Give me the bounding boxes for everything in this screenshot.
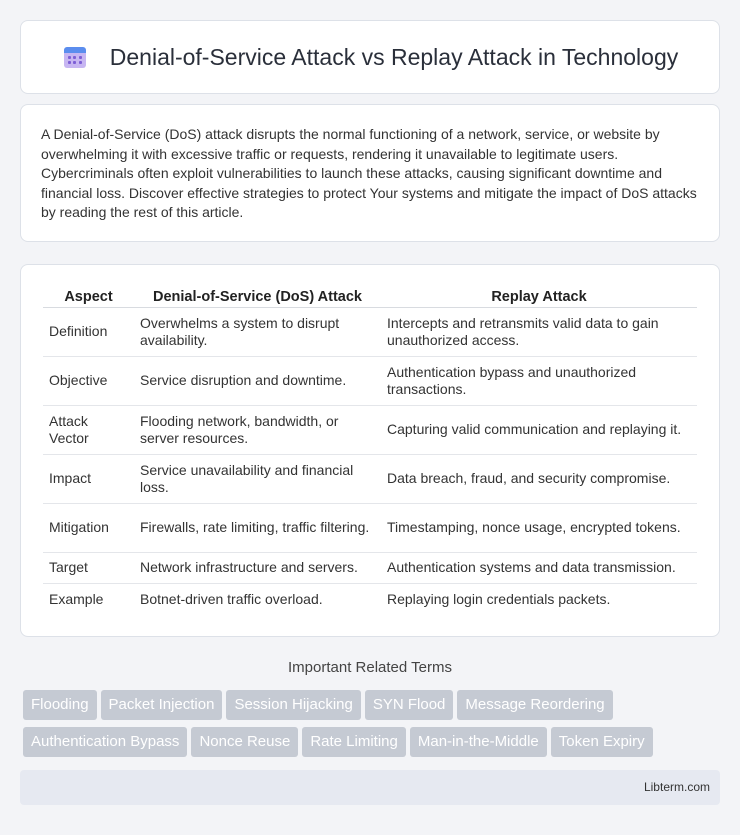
related-terms-title: Important Related Terms (288, 659, 452, 676)
cell-aspect: Definition (43, 308, 134, 357)
tag-syn-flood[interactable]: SYN Flood (365, 690, 454, 720)
tag-flooding[interactable]: Flooding (23, 690, 97, 720)
comparison-card (20, 264, 720, 637)
cell-replay: Intercepts and retransmits valid data to gain unauthorized access. (381, 308, 697, 357)
header-replay: Replay Attack (381, 285, 697, 308)
cell-dos: Flooding network, bandwidth, or server resources. (134, 406, 381, 455)
footer (20, 770, 720, 805)
cell-replay: Timestamping, nonce usage, encrypted tokens. (381, 504, 697, 553)
table-row (43, 584, 697, 615)
cell-aspect: Target (43, 553, 134, 584)
tag-authentication-bypass[interactable]: Authentication Bypass (23, 727, 187, 757)
table-row (43, 308, 697, 357)
footer-site-link[interactable]: Libterm.com (643, 780, 710, 794)
table-row (43, 553, 697, 584)
header (62, 44, 678, 71)
tag-man-in-the-middle[interactable]: Man-in-the-Middle (410, 727, 547, 757)
tag-packet-injection[interactable]: Packet Injection (101, 690, 223, 720)
cell-dos: Service unavailability and financial loss. (134, 455, 381, 504)
intro-paragraph: A Denial-of-Service (DoS) attack disrupts the normal functioning of a network, service, or website by overwhelming it with excessive traffic or requests, rendering it unavailable to legitimate users. Cybercriminals often exploit vulnerabilities to launch these attacks, causing significant downtime and financial loss. Discover effective strategies to protect Your systems and mitigate the impact of DoS attacks by reading the rest of this article. (41, 126, 697, 221)
cell-replay: Replaying login credentials packets. (387, 590, 611, 607)
cell-replay: Capturing valid communication and replaying it. (381, 406, 697, 455)
table-header-row (43, 285, 697, 308)
cell-replay: Data breach, fraud, and security compromise. (381, 455, 697, 504)
tag-token-expiry[interactable]: Token Expiry (551, 727, 653, 757)
page-title: Denial-of-Service Attack vs Replay Attack in Technology (109, 43, 679, 70)
cell-aspect: Mitigation (43, 504, 134, 553)
related-terms-list (23, 690, 723, 764)
table-row (43, 357, 697, 406)
cell-replay: Authentication systems and data transmission. (381, 553, 697, 584)
cell-dos: Firewalls, rate limiting, traffic filtering. (134, 504, 381, 553)
cell-aspect: Objective (43, 357, 134, 406)
cell-dos: Botnet-driven traffic overload. (140, 590, 323, 607)
table-row (43, 406, 697, 455)
intro-card (20, 104, 720, 242)
tag-rate-limiting[interactable]: Rate Limiting (302, 727, 406, 757)
tag-nonce-reuse[interactable]: Nonce Reuse (191, 727, 298, 757)
comparison-table (43, 285, 697, 615)
tag-session-hijacking[interactable]: Session Hijacking (226, 690, 360, 720)
table-row (43, 455, 697, 504)
header-card (20, 20, 720, 94)
cell-dos: Network infrastructure and servers. (134, 553, 381, 584)
header-dos: Denial-of-Service (DoS) Attack (134, 285, 381, 308)
header-aspect: Aspect (43, 285, 134, 308)
cell-aspect: Impact (43, 455, 134, 504)
table-row (43, 504, 697, 553)
cell-dos: Overwhelms a system to disrupt availability. (134, 308, 381, 357)
cell-dos: Service disruption and downtime. (134, 357, 381, 406)
tag-message-reordering[interactable]: Message Reordering (457, 690, 612, 720)
cell-aspect: Example (49, 590, 104, 607)
document-icon (62, 44, 88, 70)
cell-aspect: Attack Vector (43, 406, 134, 455)
cell-replay: Authentication bypass and unauthorized transactions. (381, 357, 697, 406)
